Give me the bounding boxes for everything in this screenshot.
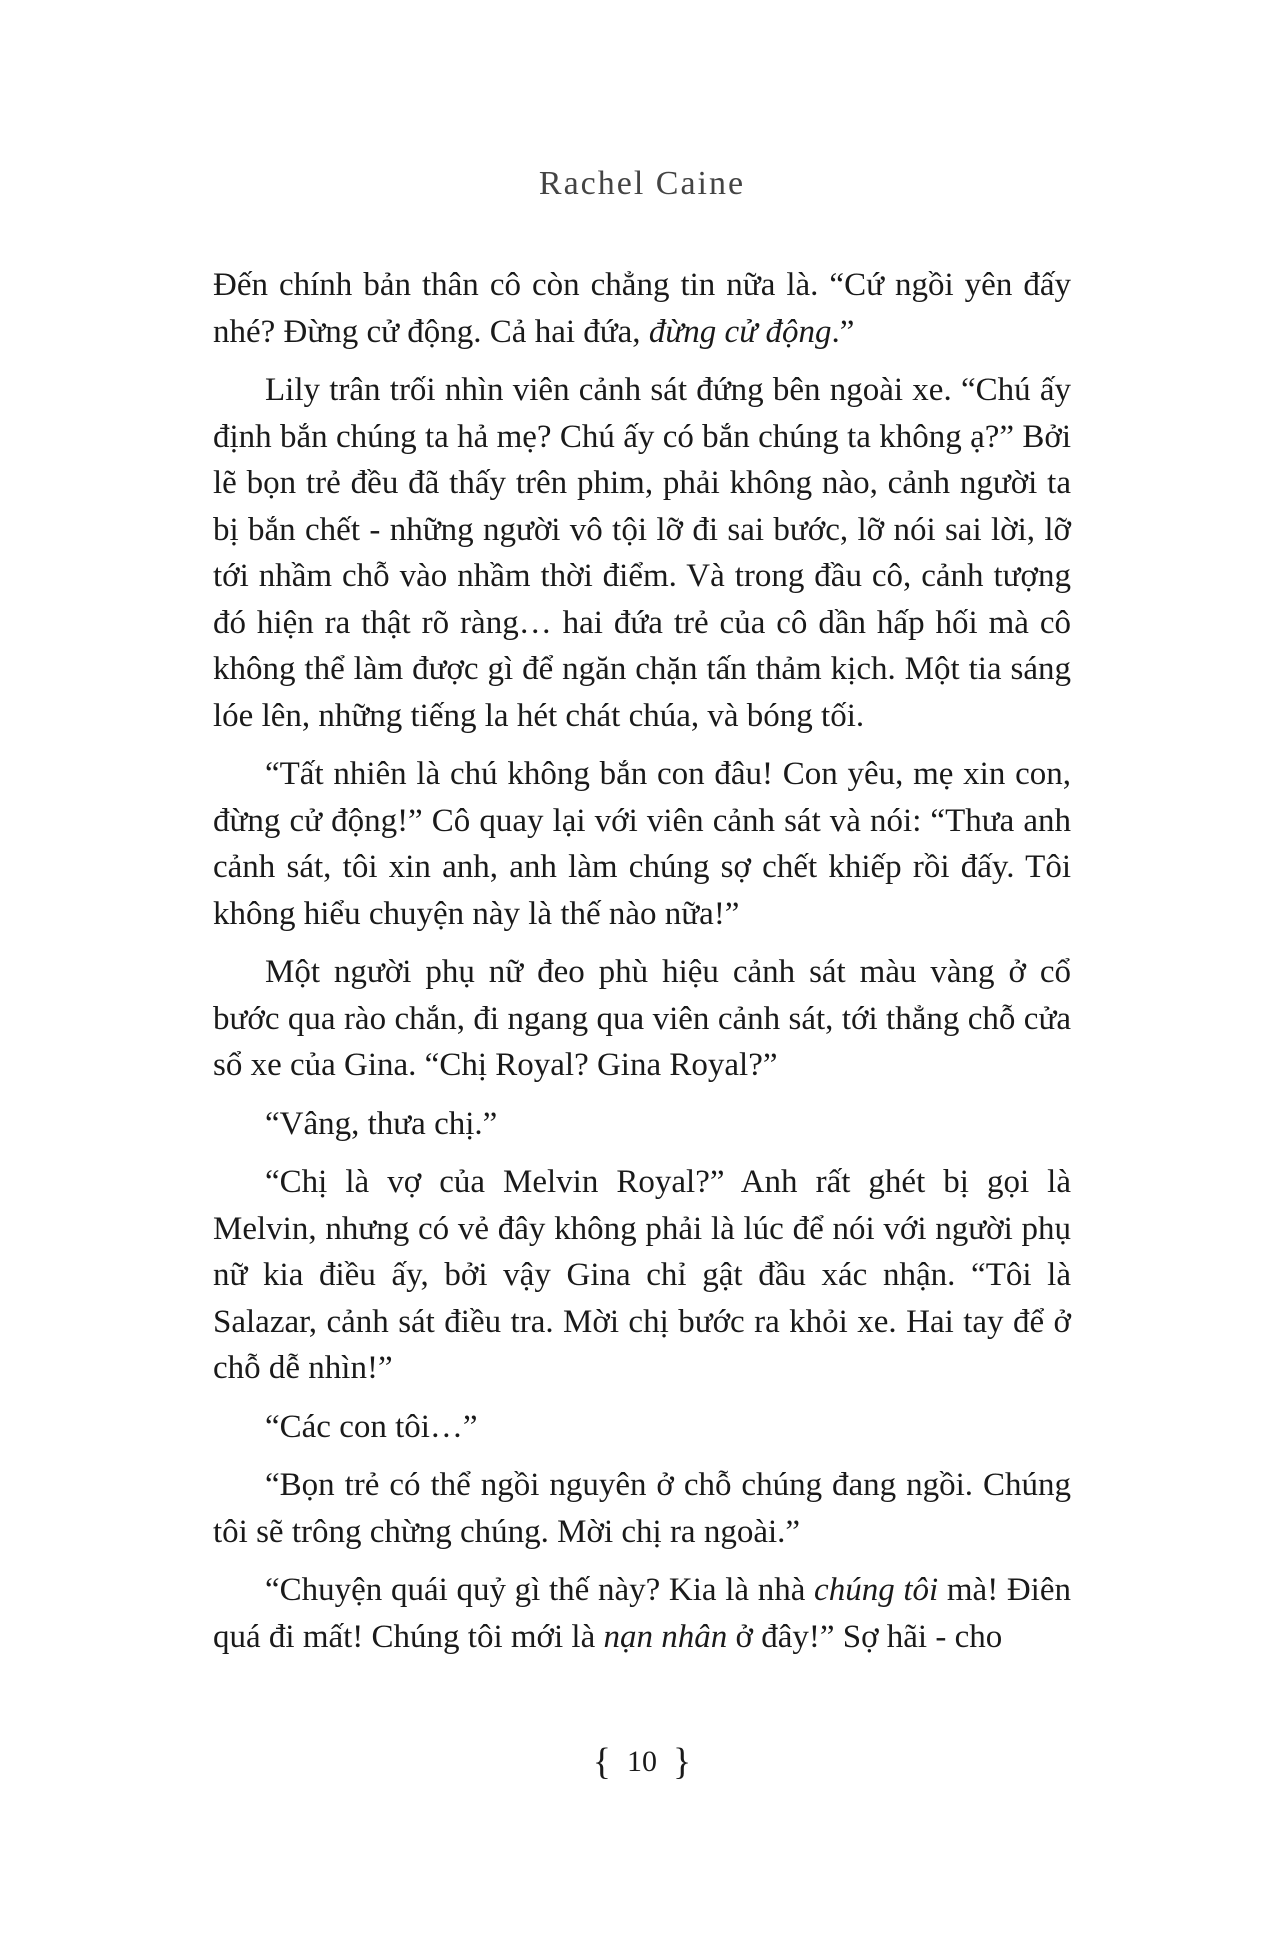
page-number: 10: [627, 1745, 657, 1778]
text-segment: .”: [831, 313, 855, 350]
text-segment: “Các con tôi…”: [265, 1408, 478, 1445]
text-segment: “Bọn trẻ có thể ngồi nguyên ở chỗ chúng đang ngồi. Chúng tôi sẽ trông chừng chúng. Mời chị ra ngoài.”: [213, 1467, 1071, 1550]
text-segment: ở đây!” Sợ hãi - cho: [727, 1618, 1003, 1655]
paragraph: [213, 751, 1071, 937]
paragraph: [213, 1159, 1071, 1392]
paragraph: [213, 1404, 1071, 1451]
text-segment: Một người phụ nữ đeo phù hiệu cảnh sát màu vàng ở cổ bước qua rào chắn, đi ngang qua viên cảnh sát, tới thẳng chỗ cửa sổ xe của Gina. “Chị Royal? Gina Royal?”: [213, 954, 1071, 1083]
paragraph: [213, 949, 1071, 1089]
folio-brace-close: }: [673, 1741, 692, 1783]
body-text: [213, 262, 1071, 1672]
paragraph: [213, 367, 1071, 739]
text-segment: Lily trân trối nhìn viên cảnh sát đứng bên ngoài xe. “Chú ấy định bắn chúng ta hả mẹ? Chú ấy có bắn chúng ta không ạ?” Bởi lẽ bọn trẻ đều đã thấy trên phim, phải không nào, cảnh người ta bị bắn chết - những người vô tội lỡ đi sai bước, lỡ nói sai lời, lỡ tới nhầm chỗ vào nhầm thời điểm. Và trong đầu cô, cảnh tượng đó hiện ra thật rõ ràng… hai đứa trẻ của cô dần hấp hối mà cô không thể làm được gì để ngăn chặn tấn thảm kịch. Một tia sáng lóe lên, những tiếng la hét chát chúa, và bóng tối.: [213, 372, 1071, 734]
page-number-folio: [0, 1740, 1284, 1784]
text-segment: “Chuyện quái quỷ gì thế này? Kia là nhà: [265, 1572, 815, 1608]
folio-brace-open: {: [592, 1741, 611, 1783]
text-segment: “Chị là vợ của Melvin Royal?” Anh rất ghét bị gọi là Melvin, nhưng có vẻ đây không phải là lúc để nói với người phụ nữ kia điều ấy, bởi vậy Gina chỉ gật đầu xác nhận. “Tôi là Salazar, cảnh sát điều tra. Mời chị bước ra khỏi xe. Hai tay để ở chỗ dễ nhìn!”: [213, 1164, 1071, 1386]
running-header-author: Rachel Caine: [538, 165, 746, 202]
paragraph: [213, 1101, 1071, 1148]
italic-emphasis: chúng tôi: [814, 1572, 939, 1608]
paragraph: [213, 1567, 1071, 1660]
paragraph: [213, 1462, 1071, 1555]
text-segment: “Vâng, thưa chị.”: [265, 1105, 498, 1142]
italic-emphasis: nạn nhân: [603, 1618, 728, 1655]
paragraph: [213, 262, 1071, 355]
text-segment: Đến chính bản thân cô còn chẳng tin nữa là. “Cứ ngồi yên đấy nhé? Đừng cử động. Cả hai đứa,: [213, 267, 1071, 350]
text-segment: mà! Điên quá đi mất! Chúng tôi mới là: [213, 1572, 1071, 1655]
italic-emphasis: đừng cử động: [648, 313, 832, 350]
text-segment: “Tất nhiên là chú không bắn con đâu! Con yêu, mẹ xin con, đừng cử động!” Cô quay lại với viên cảnh sát và nói: “Thưa anh cảnh sát, tôi xin anh, anh làm chúng sợ chết khiếp rồi đấy. Tôi không hiểu chuyện này là thế nào nữa!”: [213, 756, 1071, 932]
